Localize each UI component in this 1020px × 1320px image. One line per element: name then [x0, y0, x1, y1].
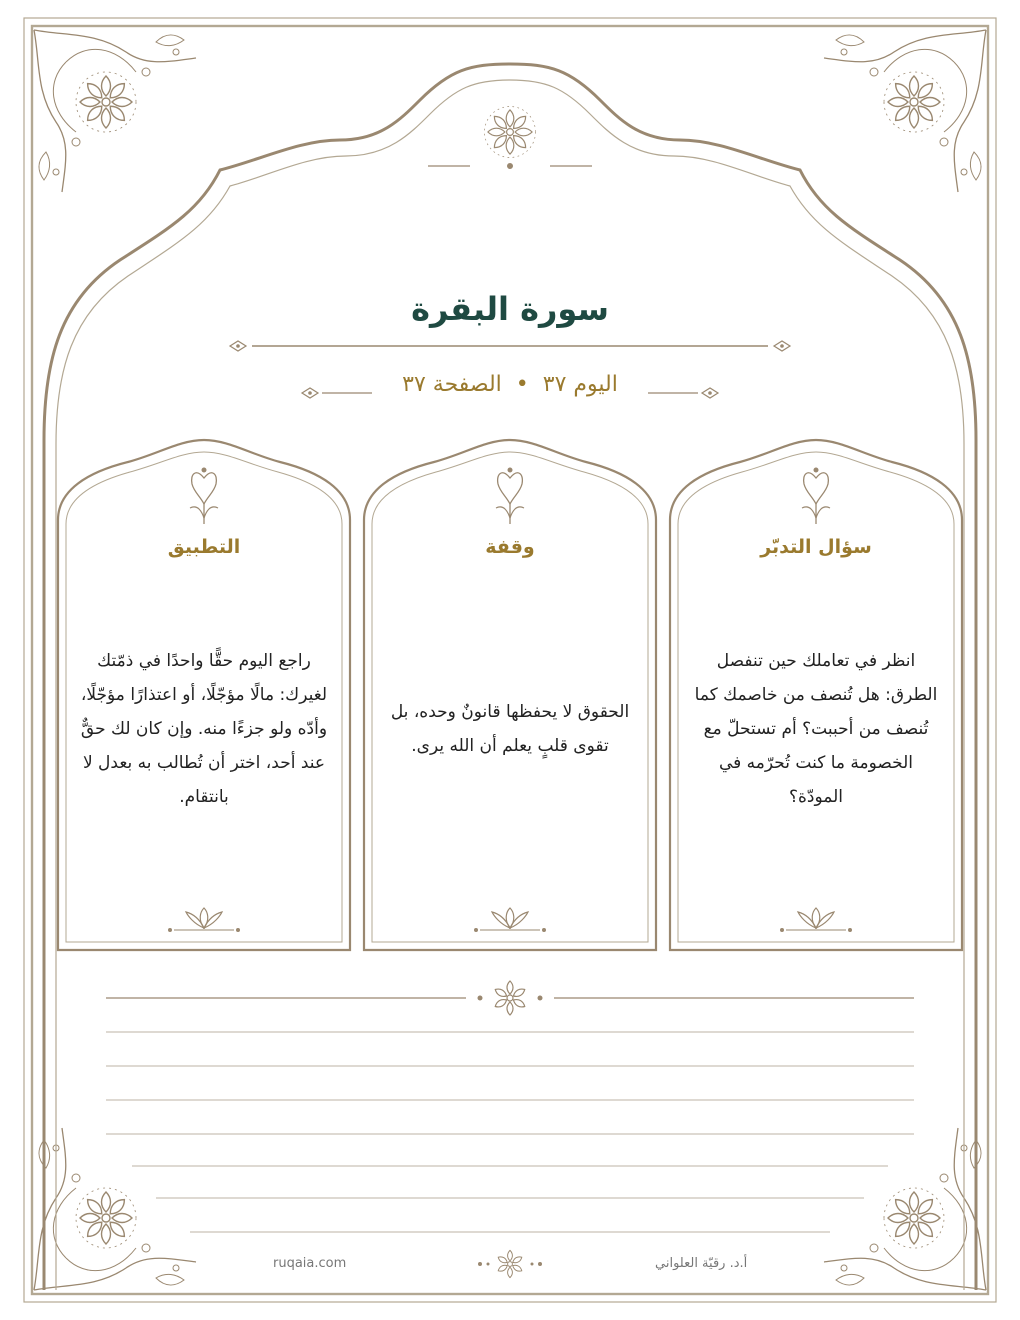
rosette-icon — [497, 1250, 523, 1277]
day-label: اليوم ٣٧ — [542, 372, 618, 397]
separator-dot: • — [515, 372, 529, 397]
corner-floral-icon — [34, 30, 196, 192]
card-title-pause: وقفة — [485, 536, 535, 558]
rosette-icon — [494, 981, 526, 1015]
rosette-icon — [485, 107, 536, 158]
card-title-reflection-question: سؤال التدبّر — [760, 536, 872, 558]
card-title-application: التطبيق — [167, 536, 241, 558]
author-name: أ.د. رقيّة العلواني — [655, 1256, 748, 1271]
writing-lines — [106, 1032, 914, 1232]
corner-floral-icon — [34, 1128, 196, 1290]
card-body-application: راجع اليوم حقًّا واحدًا في ذمّتك لغيرك: مالًا مؤجّلًا، أو اعتذارًا مؤجّلًا، وأدّه ولو جزءًا منه. وإن كان لك حقٌّ عند أحد، اختر أن تُطالب به بعدل لا بانتقام. — [80, 651, 328, 807]
page-title: سورة البقرة — [411, 290, 609, 328]
website-link[interactable]: ruqaia.com — [273, 1256, 347, 1271]
day-page-label — [0, 372, 1020, 397]
card-body-reflection-question: انظر في تعاملك حين تنفصل الطرق: هل تُنصف من خاصمك كما تُنصف من أحببت؟ أم تستحلّ مع الخصومة ما كنت تُحرّمه في المودّة؟ — [694, 651, 938, 807]
diamond-icon — [230, 341, 246, 351]
card-body-pause: الحقوق لا يحفظها قانونٌ وحده، بل تقوى قلبٍ يعلم أن الله يرى. — [390, 702, 630, 756]
corner-floral-icon — [824, 1128, 986, 1290]
corner-floral-icon — [824, 30, 986, 192]
diamond-icon — [774, 341, 790, 351]
page-label: الصفحة ٣٧ — [402, 372, 502, 397]
